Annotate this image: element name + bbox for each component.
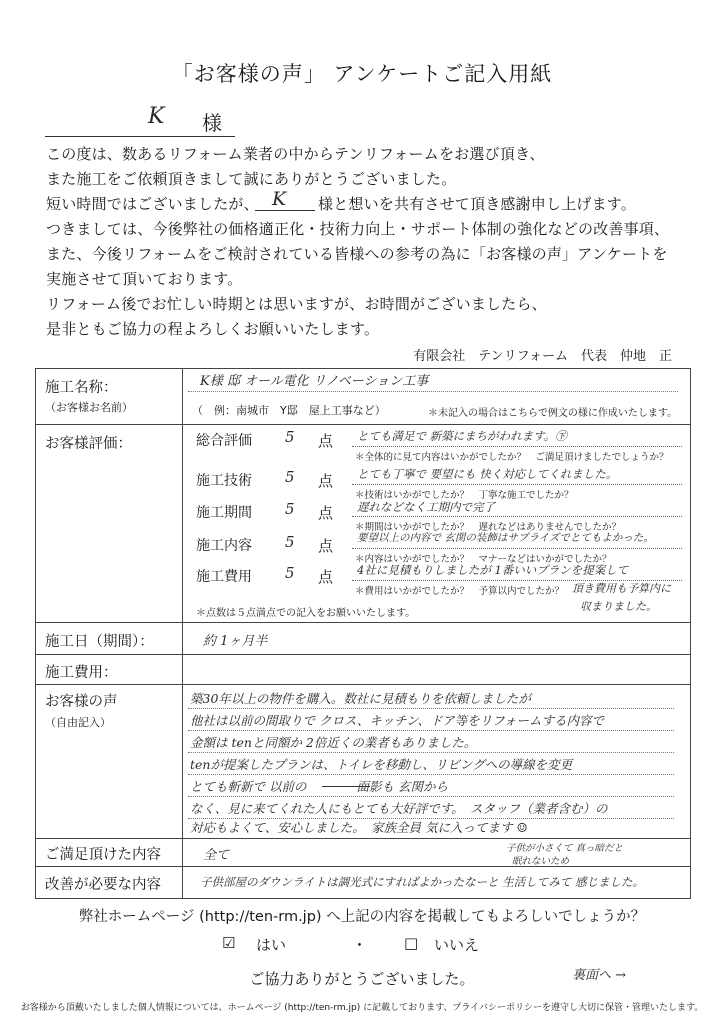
voice-line: 対応もよくて、安心しました。 家族全員 気に入ってます ☺ — [190, 820, 528, 835]
voice-line: tenが提案したプランは、トイレを移動し、リビングへの導線を変更 — [190, 757, 573, 772]
row-divider — [35, 622, 691, 623]
eval-cost-question: ＊費用はいかがでしたか？ 予算以内でしたか？ — [355, 586, 565, 597]
intro-line-7: リフォーム後でお忙しい時期とは思いますが、お時間がございましたら、 — [46, 295, 547, 313]
eval-dotted-line — [352, 446, 682, 447]
eval-overall-question: ＊全体的に見て内容はいかがでしたか？ ご満足頂けましたでしょうか？ — [355, 452, 669, 463]
cost-label: 施工費用： — [45, 665, 118, 681]
improve-value: 子供部屋のダウンライトは調光式にすればよかったなーと 生活してみて 感じました。 — [200, 875, 644, 889]
project-example: （ 例：南城市 Y邸 屋上工事など） — [192, 404, 386, 417]
project-dotted-line — [188, 391, 678, 392]
thanks-message: ご協力ありがとうございました。 — [249, 970, 475, 988]
eval-score-unit: 点 — [318, 432, 334, 450]
eval-dotted-line — [352, 516, 682, 517]
eval-technique-score: 5 — [285, 468, 295, 486]
eval-dotted-line — [352, 548, 682, 549]
voice-line: とても斬新で 以前の 面影も 玄関から — [190, 779, 448, 794]
intro-customer-name: K — [272, 188, 287, 210]
row-divider — [35, 654, 691, 655]
row-divider — [35, 684, 691, 685]
row-divider — [35, 838, 691, 839]
consent-yes-label: はい — [256, 936, 287, 954]
eval-technique-label: 施工技術 — [196, 473, 252, 489]
project-value: K様 邸 オール電化 リノベーション工事 — [200, 374, 429, 389]
eval-cost-extra-1: 頂き費用も予算内に — [572, 582, 671, 595]
eval-cost-extra-2: 収まりました。 — [580, 600, 657, 613]
voice-dotted-line — [188, 774, 674, 775]
voice-dotted-line — [188, 796, 674, 797]
score-note: ＊点数は５点満点での記入をお願いいたします。 — [196, 608, 416, 619]
consent-separator: ・ — [352, 936, 368, 954]
eval-period-answer: 遅れなどなく工期内で完了 — [357, 500, 495, 514]
eval-content-answer: 要望以上の内容で 玄関の装飾はサプライズでとてもよかった。 — [357, 532, 654, 544]
voice-line: なく、見に来てくれた人にもとても大好評です。 スタッフ（業者含む）の — [190, 801, 608, 816]
period-label: 施工日（期間）： — [45, 634, 154, 650]
voice-dotted-line — [188, 730, 674, 731]
eval-technique-question: ＊技術はいかがでしたか？ 丁寧な施工でしたか？ — [355, 490, 574, 501]
eval-overall-score: 5 — [285, 428, 295, 446]
eval-cost-label: 施工費用 — [196, 569, 252, 585]
eval-content-label: 施工内容 — [196, 538, 252, 554]
eval-period-label: 施工期間 — [196, 505, 252, 521]
intro-line-1: この度は、数あるリフォーム業者の中からテンリフォームをお選び頂き、 — [46, 145, 545, 163]
eval-period-question: ＊期間はいかがでしたか？ 遅れなどはありませんでしたか？ — [355, 522, 622, 533]
project-sublabel: （お客様お名前） — [45, 401, 133, 414]
consent-no-checkbox[interactable]: □ — [404, 934, 419, 952]
project-label: 施工名称： — [45, 380, 118, 396]
customer-name: K — [148, 104, 165, 129]
row-divider — [35, 424, 691, 425]
satisfied-value: 全て — [203, 848, 230, 863]
page-title: 「お客様の声」 アンケートご記入用紙 — [171, 62, 553, 86]
voice-line: 築30年以上の物件を購入。数社に見積もりを依頼しましたが — [190, 691, 531, 706]
satisfied-label: ご満足頂けた内容 — [45, 847, 161, 863]
consent-yes-checkbox[interactable]: ☑ — [222, 934, 236, 952]
column-divider — [182, 368, 183, 898]
eval-overall-label: 総合評価 — [196, 433, 252, 449]
form-border-right — [690, 368, 691, 898]
form-border-left — [35, 368, 36, 898]
eval-score-unit: 点 — [318, 504, 334, 522]
row-divider — [35, 866, 691, 867]
strikethrough-mark — [322, 786, 370, 787]
eval-technique-answer: とても丁寧で 要望にも 快く対応してくれました。 — [357, 467, 618, 481]
eval-dotted-line — [352, 484, 682, 485]
eval-cost-answer: 4社に見積もりしましたが 1番いいプランを提案して — [357, 563, 629, 577]
consent-no-label: いいえ — [434, 936, 480, 954]
company-signature: 有限会社 テンリフォーム 代表 仲地 正 — [413, 349, 672, 364]
period-value: 約 1ヶ月半 — [203, 634, 268, 649]
intro-line-5: また、今後リフォームをご検討されている皆様への参考の為に「お客様の声」アンケートを — [46, 245, 668, 263]
voice-sublabel: （自由記入） — [45, 716, 111, 729]
eval-overall-answer: とても満足で 新築にまちがわれます。㊦ — [357, 429, 567, 443]
voice-dotted-line — [188, 752, 674, 753]
voice-line: 金額は tenと同額か 2倍近くの業者もありました。 — [190, 735, 477, 750]
voice-line: 他社は以前の間取りで クロス、キッチン、ドア等をリフォームする内容で — [190, 713, 604, 728]
intro-line-3b: 様と想いを共有させて頂き感謝申し上げます。 — [318, 195, 637, 213]
back-page-note: 裏面へ → — [572, 968, 627, 983]
improve-note-1: 子供が小さくて 真っ暗だと — [506, 843, 624, 854]
consent-question: 弊社ホームページ (http://ten-rm.jp) へ上記の内容を掲載してもよろしいでしょうか？ — [78, 909, 646, 925]
intro-line-3a: 短い時間ではございましたが、 — [46, 195, 259, 213]
project-note: ＊未記入の場合はこちらで例文の様に作成いたします。 — [428, 408, 678, 419]
eval-score-unit: 点 — [318, 568, 334, 586]
privacy-footer: お客様から頂戴いたしました個人情報については、ホームページ (http://ten-rm.jp) に記載しております、プライバシーポリシーを遵守し大切に保管・管理いたします。 — [20, 1003, 704, 1013]
improve-label: 改善が必要な内容 — [45, 877, 161, 893]
voice-dotted-line — [188, 708, 674, 709]
form-border-bottom — [35, 898, 691, 899]
intro-line-6: 実施させて頂いております。 — [46, 270, 243, 288]
intro-line-2: また施工をご依頼頂きまして誠にありがとうございました。 — [46, 170, 457, 188]
eval-period-score: 5 — [285, 500, 295, 518]
eval-content-score: 5 — [285, 533, 295, 551]
evaluation-label: お客様評価： — [45, 436, 132, 452]
eval-cost-score: 5 — [285, 564, 295, 582]
voice-label: お客様の声 — [45, 694, 118, 710]
intro-line-4: つきましては、今後弊社の価格適正化・技術力向上・サポート体制の強化などの改善事項、 — [46, 220, 670, 238]
eval-score-unit: 点 — [318, 537, 334, 555]
eval-score-unit: 点 — [318, 472, 334, 490]
improve-note-2: 眠れないため — [512, 856, 570, 867]
eval-content-question: ＊内容はいかがでしたか？ マナーなどはいかがでしたか？ — [355, 554, 612, 565]
honorific: 様 — [202, 111, 222, 135]
intro-line-8: 是非ともご協力の程よろしくお願いいたします。 — [46, 320, 380, 338]
form-border-top — [35, 368, 691, 369]
